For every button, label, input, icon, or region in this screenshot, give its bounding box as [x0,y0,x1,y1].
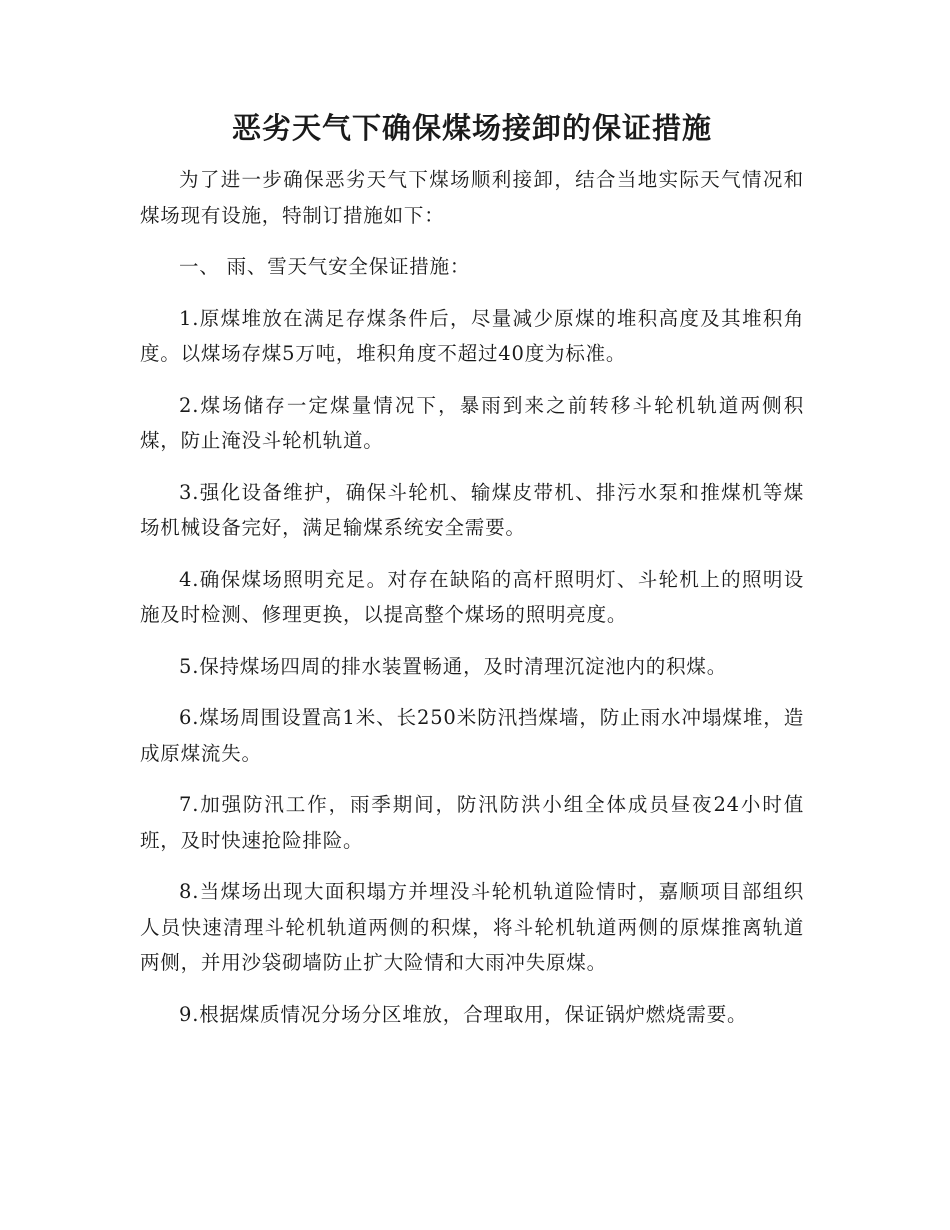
measure-item-4: 4.确保煤场照明充足。对存在缺陷的高杆照明灯、斗轮机上的照明设施及时检测、修理更换，以提高整个煤场的照明亮度。 [140,567,804,626]
document-page [140,108,804,1048]
measure-item-7: 7.加强防汛工作，雨季期间，防汛防洪小组全体成员昼夜24小时值班，及时快速抢险排险。 [140,793,804,852]
measure-item-9: 9.根据煤质情况分场分区堆放，合理取用，保证锅炉燃烧需要。 [179,1002,748,1026]
measure-item-3: 3.强化设备维护，确保斗轮机、输煤皮带机、排污水泵和推煤机等煤场机械设备完好，满足输煤系统安全需要。 [140,480,804,539]
measure-item-2: 2.煤场储存一定煤量情况下，暴雨到来之前转移斗轮机轨道两侧积煤，防止淹没斗轮机轨道。 [140,393,804,452]
document-title: 恶劣天气下确保煤场接卸的保证措施 [231,111,712,145]
measure-item-5: 5.保持煤场四周的排水装置畅通，及时清理沉淀池内的积煤。 [179,654,728,678]
measure-item-6: 6.煤场周围设置高1米、长250米防汛挡煤墙，防止雨水冲塌煤堆，造成原煤流失。 [140,706,804,765]
section-heading: 一、 雨、雪天气安全保证措施： [179,255,471,278]
measure-item-8: 8.当煤场出现大面积塌方并埋没斗轮机轨道险情时，嘉顺项目部组织人员快速清理斗轮机轨道两侧的积煤，将斗轮机轨道两侧的原煤推离轨道两侧，并用沙袋砌墙防止扩大险情和大雨冲失原煤。 [140,880,804,974]
intro-paragraph: 为了进一步确保恶劣天气下煤场顺利接卸，结合当地实际天气情况和煤场现有设施，特制订措施如下： [140,168,804,227]
measure-item-1: 1.原煤堆放在满足存煤条件后，尽量减少原煤的堆积高度及其堆积角度。以煤场存煤5万吨，堆积角度不超过40度为标准。 [140,306,804,365]
